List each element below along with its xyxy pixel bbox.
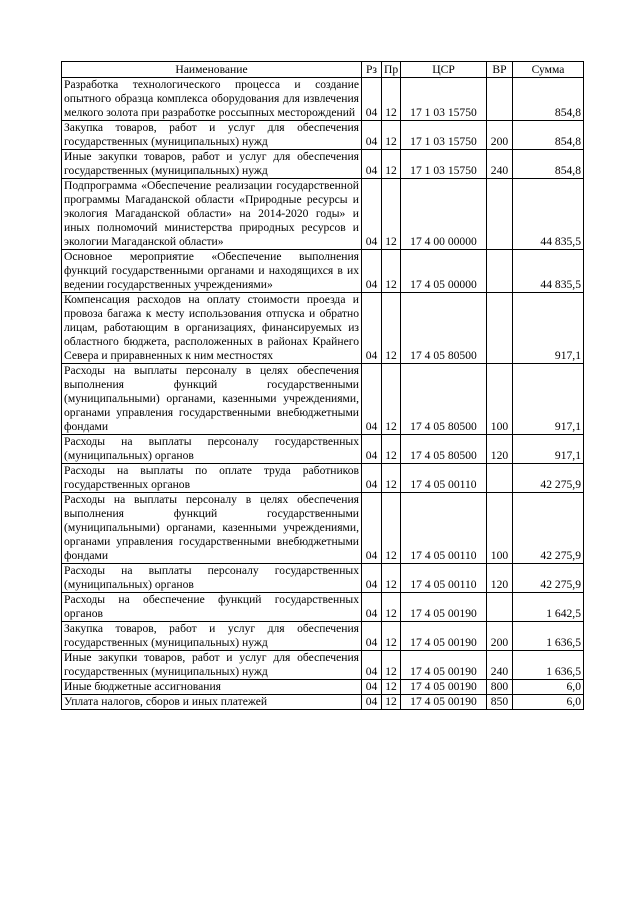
row-csr-cell: 17 4 05 80500 <box>401 364 487 435</box>
table-row <box>62 435 584 464</box>
header-pr: Пр <box>382 62 401 78</box>
header-name: Наименование <box>62 62 362 78</box>
table-row <box>62 593 584 622</box>
row-sum-cell: 42 275,9 <box>513 564 584 593</box>
header-row <box>62 62 584 78</box>
row-rz-cell: 04 <box>362 622 382 651</box>
row-vr-cell: 240 <box>487 651 513 680</box>
row-sum-cell: 854,8 <box>513 78 584 121</box>
row-vr-cell: 200 <box>487 622 513 651</box>
row-csr-cell: 17 1 03 15750 <box>401 121 487 150</box>
document-page <box>61 61 583 710</box>
row-vr-cell <box>487 464 513 493</box>
row-sum-cell: 6,0 <box>513 680 584 695</box>
table-row <box>62 564 584 593</box>
row-sum-cell: 854,8 <box>513 121 584 150</box>
row-rz-cell: 04 <box>362 121 382 150</box>
row-vr-cell: 850 <box>487 695 513 710</box>
table-row <box>62 695 584 710</box>
table-row <box>62 250 584 293</box>
row-sum-cell: 1 636,5 <box>513 622 584 651</box>
row-pr-cell: 12 <box>382 622 401 651</box>
row-name-cell: Иные закупки товаров, работ и услуг для обеспечения государственных (муниципальных) нужд <box>62 651 362 680</box>
row-rz-cell: 04 <box>362 593 382 622</box>
row-pr-cell: 12 <box>382 695 401 710</box>
row-name-cell: Расходы на выплаты персоналу государственных (муниципальных) органов <box>62 435 362 464</box>
table-body <box>62 78 584 710</box>
row-sum-cell: 1 636,5 <box>513 651 584 680</box>
row-pr-cell: 12 <box>382 150 401 179</box>
row-pr-cell: 12 <box>382 364 401 435</box>
row-sum-cell: 6,0 <box>513 695 584 710</box>
row-sum-cell: 854,8 <box>513 150 584 179</box>
table-row <box>62 680 584 695</box>
row-name-cell: Расходы на выплаты персоналу государственных (муниципальных) органов <box>62 564 362 593</box>
table-row <box>62 179 584 250</box>
row-sum-cell: 44 835,5 <box>513 179 584 250</box>
row-name-cell: Расходы на выплаты по оплате труда работников государственных органов <box>62 464 362 493</box>
row-vr-cell <box>487 78 513 121</box>
table-row <box>62 121 584 150</box>
row-pr-cell: 12 <box>382 250 401 293</box>
row-sum-cell: 917,1 <box>513 364 584 435</box>
row-sum-cell: 42 275,9 <box>513 464 584 493</box>
row-csr-cell: 17 1 03 15750 <box>401 150 487 179</box>
row-rz-cell: 04 <box>362 250 382 293</box>
row-rz-cell: 04 <box>362 179 382 250</box>
row-rz-cell: 04 <box>362 564 382 593</box>
table-row <box>62 293 584 364</box>
table-row <box>62 493 584 564</box>
row-csr-cell: 17 4 05 00190 <box>401 622 487 651</box>
row-pr-cell: 12 <box>382 293 401 364</box>
row-name-cell: Иные бюджетные ассигнования <box>62 680 362 695</box>
row-csr-cell: 17 4 00 00000 <box>401 179 487 250</box>
row-sum-cell: 42 275,9 <box>513 493 584 564</box>
row-csr-cell: 17 4 05 80500 <box>401 293 487 364</box>
row-vr-cell: 120 <box>487 435 513 464</box>
table-row <box>62 464 584 493</box>
row-rz-cell: 04 <box>362 435 382 464</box>
row-csr-cell: 17 4 05 00190 <box>401 593 487 622</box>
row-rz-cell: 04 <box>362 293 382 364</box>
row-pr-cell: 12 <box>382 593 401 622</box>
row-pr-cell: 12 <box>382 435 401 464</box>
row-name-cell: Разработка технологического процесса и создание опытного образца комплекса оборудования для извлечения мелкого золота при разработке россыпных месторождений <box>62 78 362 121</box>
row-name-cell: Компенсация расходов на оплату стоимости проезда и провоза багажа к месту использования отпуска и обратно лицам, работающим в организациях, финансируемых из областного бюджета, расположенных в районах Крайнего Севера и приравненных к ним местностях <box>62 293 362 364</box>
row-sum-cell: 1 642,5 <box>513 593 584 622</box>
row-vr-cell <box>487 250 513 293</box>
row-csr-cell: 17 1 03 15750 <box>401 78 487 121</box>
table-row <box>62 78 584 121</box>
row-csr-cell: 17 4 05 00190 <box>401 651 487 680</box>
row-pr-cell: 12 <box>382 78 401 121</box>
row-sum-cell: 917,1 <box>513 435 584 464</box>
row-rz-cell: 04 <box>362 364 382 435</box>
row-pr-cell: 12 <box>382 493 401 564</box>
row-vr-cell <box>487 593 513 622</box>
table-row <box>62 622 584 651</box>
row-rz-cell: 04 <box>362 464 382 493</box>
row-csr-cell: 17 4 05 00190 <box>401 680 487 695</box>
row-pr-cell: 12 <box>382 680 401 695</box>
row-rz-cell: 04 <box>362 78 382 121</box>
budget-table <box>61 61 584 710</box>
row-name-cell: Иные закупки товаров, работ и услуг для обеспечения государственных (муниципальных) нужд <box>62 150 362 179</box>
row-name-cell: Расходы на выплаты персоналу в целях обеспечения выполнения функций государственными (муниципальными) органами, казенными учреждениями, органами управления государственными внебюджетными фондами <box>62 364 362 435</box>
row-rz-cell: 04 <box>362 695 382 710</box>
row-vr-cell: 240 <box>487 150 513 179</box>
row-name-cell: Подпрограмма «Обеспечение реализации государственной программы Магаданской области «Природные ресурсы и экология Магаданской области» на 2014-2020 годы» и иных полномочий министерства природных ресурсов и экологии Магаданской области» <box>62 179 362 250</box>
row-vr-cell: 120 <box>487 564 513 593</box>
table-header <box>62 62 584 78</box>
table-row <box>62 651 584 680</box>
row-sum-cell: 44 835,5 <box>513 250 584 293</box>
row-name-cell: Расходы на выплаты персоналу в целях обеспечения выполнения функций государственными (муниципальными) органами, казенными учреждениями, органами управления государственными внебюджетными фондами <box>62 493 362 564</box>
header-csr: ЦСР <box>401 62 487 78</box>
header-vr: ВР <box>487 62 513 78</box>
row-name-cell: Основное мероприятие «Обеспечение выполнения функций государственными органами и находящихся в их ведении государственных учреждениями» <box>62 250 362 293</box>
row-vr-cell <box>487 293 513 364</box>
row-csr-cell: 17 4 05 00110 <box>401 493 487 564</box>
row-name-cell: Уплата налогов, сборов и иных платежей <box>62 695 362 710</box>
table-row <box>62 364 584 435</box>
row-vr-cell: 200 <box>487 121 513 150</box>
row-rz-cell: 04 <box>362 150 382 179</box>
header-rz: Рз <box>362 62 382 78</box>
row-vr-cell: 100 <box>487 364 513 435</box>
row-name-cell: Закупка товаров, работ и услуг для обеспечения государственных (муниципальных) нужд <box>62 121 362 150</box>
row-pr-cell: 12 <box>382 121 401 150</box>
row-vr-cell: 100 <box>487 493 513 564</box>
row-name-cell: Закупка товаров, работ и услуг для обеспечения государственных (муниципальных) нужд <box>62 622 362 651</box>
row-pr-cell: 12 <box>382 464 401 493</box>
table-row <box>62 150 584 179</box>
row-csr-cell: 17 4 05 00190 <box>401 695 487 710</box>
row-pr-cell: 12 <box>382 179 401 250</box>
row-sum-cell: 917,1 <box>513 293 584 364</box>
row-vr-cell: 800 <box>487 680 513 695</box>
row-csr-cell: 17 4 05 00000 <box>401 250 487 293</box>
row-vr-cell <box>487 179 513 250</box>
row-csr-cell: 17 4 05 00110 <box>401 464 487 493</box>
row-csr-cell: 17 4 05 00110 <box>401 564 487 593</box>
row-pr-cell: 12 <box>382 564 401 593</box>
row-pr-cell: 12 <box>382 651 401 680</box>
row-name-cell: Расходы на обеспечение функций государственных органов <box>62 593 362 622</box>
header-sum: Сумма <box>513 62 584 78</box>
row-rz-cell: 04 <box>362 651 382 680</box>
row-rz-cell: 04 <box>362 680 382 695</box>
row-rz-cell: 04 <box>362 493 382 564</box>
row-csr-cell: 17 4 05 80500 <box>401 435 487 464</box>
